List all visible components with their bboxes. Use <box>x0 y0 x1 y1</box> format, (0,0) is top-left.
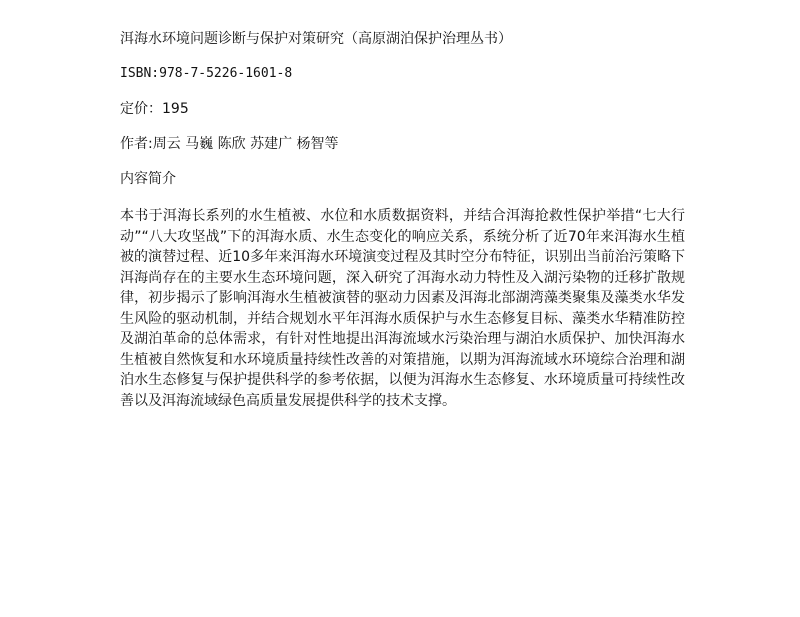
summary-text: 本书于洱海长系列的水生植被、水位和水质数据资料，并结合洱海抢救性保护举措“七大行动”“八大攻坚战”下的洱海水质、水生态变化的响应关系，系统分析了近70年来洱海水生植被的演替过程、近10多年来洱海水环境演变过程及其时空分布特征，识别出当前治污策略下洱海尚存在的主要水生态环境问题，深入研究了洱海水动力特性及入湖污染物的迁移扩散规律，初步揭示了影响洱海水生植被演替的驱动力因素及洱海北部湖湾藻类聚集及藻类水华发生风险的驱动机制，并结合规划水平年洱海水质保护与水生态修复目标、藻类水华精准防控及湖泊革命的总体需求，有针对性地提出洱海流域水污染治理与湖泊水质保护、加快洱海水生植被自然恢复和水环境质量持续性改善的对策措施，以期为洱海流域水环境综合治理和湖泊水生态修复与保护提供科学的参考依据，以便为洱海水生态修复、水环境质量可持续性改善以及洱海流域绿色高质量发展提供科学的技术支撑。 <box>120 208 685 409</box>
book-price: 定价：195 <box>120 101 189 117</box>
book-isbn: ISBN:978-7-5226-1601-8 <box>120 66 293 81</box>
book-title: 洱海水环境问题诊断与保护对策研究（高原湖泊保护治理丛书） <box>120 31 512 47</box>
summary-heading: 内容简介 <box>120 171 176 187</box>
book-authors: 作者:周云 马巍 陈欣 苏建广 杨智等 <box>120 136 339 152</box>
book-info <box>120 30 685 411</box>
